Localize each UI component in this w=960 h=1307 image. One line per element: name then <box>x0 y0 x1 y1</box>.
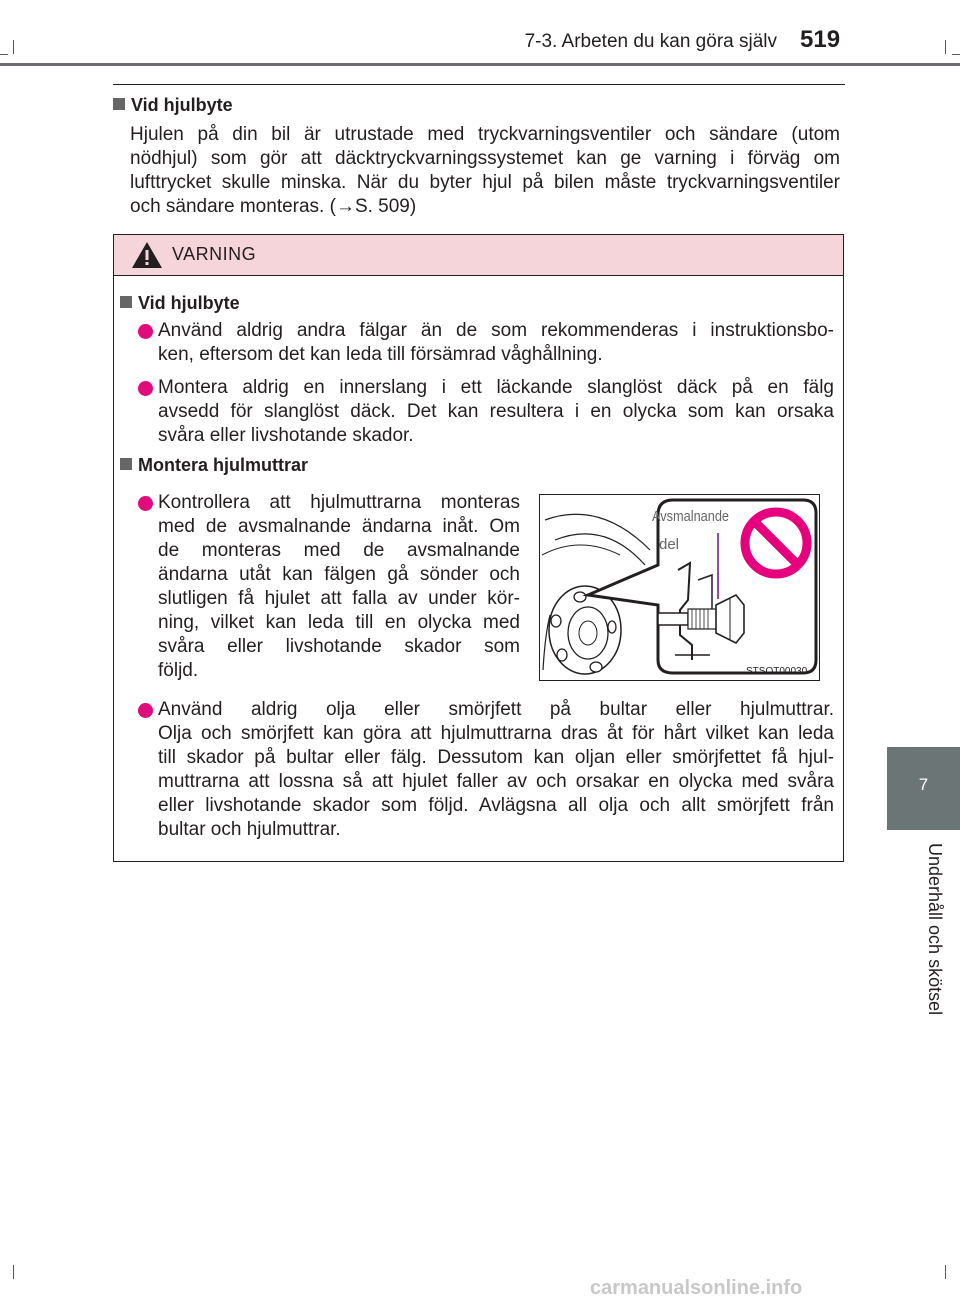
text-line: Olja och smörjfett kan göra att hjulmuttrarna dras åt för hårt vilket kan leda <box>158 723 834 744</box>
crop-mark <box>0 54 8 55</box>
chapter-title: Underhåll och skötsel <box>925 843 945 1016</box>
text-line: svåra eller livshotande skador. <box>158 425 414 446</box>
text-line: muttrarna att lossna så att hjulet faller av och orsakar en olycka med svåra <box>158 771 834 792</box>
text-line: med de avsmalnande ändarna inåt. Om <box>158 516 520 537</box>
warning-title: VARNING <box>172 244 257 264</box>
bullet-text <box>158 491 520 683</box>
figure-label-line2: del <box>659 536 680 553</box>
intro-paragraph <box>130 123 840 219</box>
section-title: 7-3. Arbeten du kan göra själv <box>524 31 777 52</box>
intro-heading <box>113 95 233 116</box>
text-line: Använd aldrig andra fälgar än de som rekommenderas i instruktionsbo- <box>158 320 834 341</box>
text-line: till skador på bultar eller fälg. Dessutom kan oljan eller smörjfettet få hjul- <box>158 747 834 768</box>
text-line: ken, eftersom det kan leda till försämrad våghållning. <box>158 344 603 365</box>
wheel-nut-figure <box>539 494 820 681</box>
watermark: carmanualsonline.info <box>590 1277 803 1299</box>
warning-section1-heading-text: Vid hjulbyte <box>138 293 240 313</box>
figure-code: STSOT00030 <box>746 666 808 677</box>
text-line: ändarna utåt kan fälgen gå sönder och <box>158 564 520 585</box>
text-line: slutligen få hjulet att falla av under kör- <box>158 588 520 609</box>
bullet-text <box>158 698 834 842</box>
crop-mark <box>13 40 14 54</box>
warning-triangle-icon <box>131 240 163 270</box>
square-bullet-icon <box>120 458 132 470</box>
bullet-icon <box>138 381 153 396</box>
text-line: Montera aldrig en innerslang i ett läckande slanglöst däck på en fälg <box>158 377 834 398</box>
text-line: nödhjul) som gör att däcktryckvarningssystemet kan ge varning i förväg om <box>130 148 840 169</box>
warning-section1-heading <box>120 293 240 314</box>
text-line: Använd aldrig olja eller smörjfett på bultar eller hjulmuttrar. <box>158 699 834 720</box>
square-bullet-icon <box>113 98 125 110</box>
bullet-icon <box>138 496 153 511</box>
header-rule <box>0 63 960 66</box>
text-line: ning, vilket kan leda till en olycka med <box>158 612 520 633</box>
text-line: de monteras med de avsmalnande <box>158 540 520 561</box>
crop-mark <box>945 1265 946 1279</box>
chapter-tab <box>887 747 960 830</box>
warning-section2-heading <box>120 455 308 476</box>
bullet-icon <box>138 324 153 339</box>
text-line: lufttrycket skulle minska. När du byter hjul på bilen måste tryckvarningsventiler <box>130 172 840 193</box>
warning-header <box>114 235 843 276</box>
text-line: Hjulen på din bil är utrustade med tryckvarningsventiler och sändare (utom <box>130 124 840 145</box>
page-number: 519 <box>800 26 841 53</box>
text-line: Kontrollera att hjulmuttrarna monteras <box>158 492 520 513</box>
top-rule <box>113 84 845 85</box>
text-line: och sändare monteras. (→S. 509) <box>130 196 417 217</box>
text-line: eller livshotande skador som följd. Avlägsna all olja och allt smörjfett från <box>158 795 834 816</box>
intro-heading-text: Vid hjulbyte <box>131 95 233 115</box>
text-line: svåra eller livshotande skador som <box>158 636 520 657</box>
warning-section2-heading-text: Montera hjulmuttrar <box>138 455 309 475</box>
crop-mark <box>945 40 946 54</box>
bullet-icon <box>138 703 153 718</box>
figure-label-line1: Avsmalnande <box>652 508 730 525</box>
text-line: följd. <box>158 660 199 681</box>
square-bullet-icon <box>120 296 132 308</box>
crop-mark <box>13 1265 14 1279</box>
crop-mark <box>952 54 960 55</box>
text-line: avsedd för slanglöst däck. Det kan resultera i en olycka som kan orsaka <box>158 401 834 422</box>
chapter-number: 7 <box>918 775 929 794</box>
text-line: bultar och hjulmuttrar. <box>158 819 341 840</box>
bullet-text <box>158 376 834 448</box>
bullet-text <box>158 319 834 367</box>
